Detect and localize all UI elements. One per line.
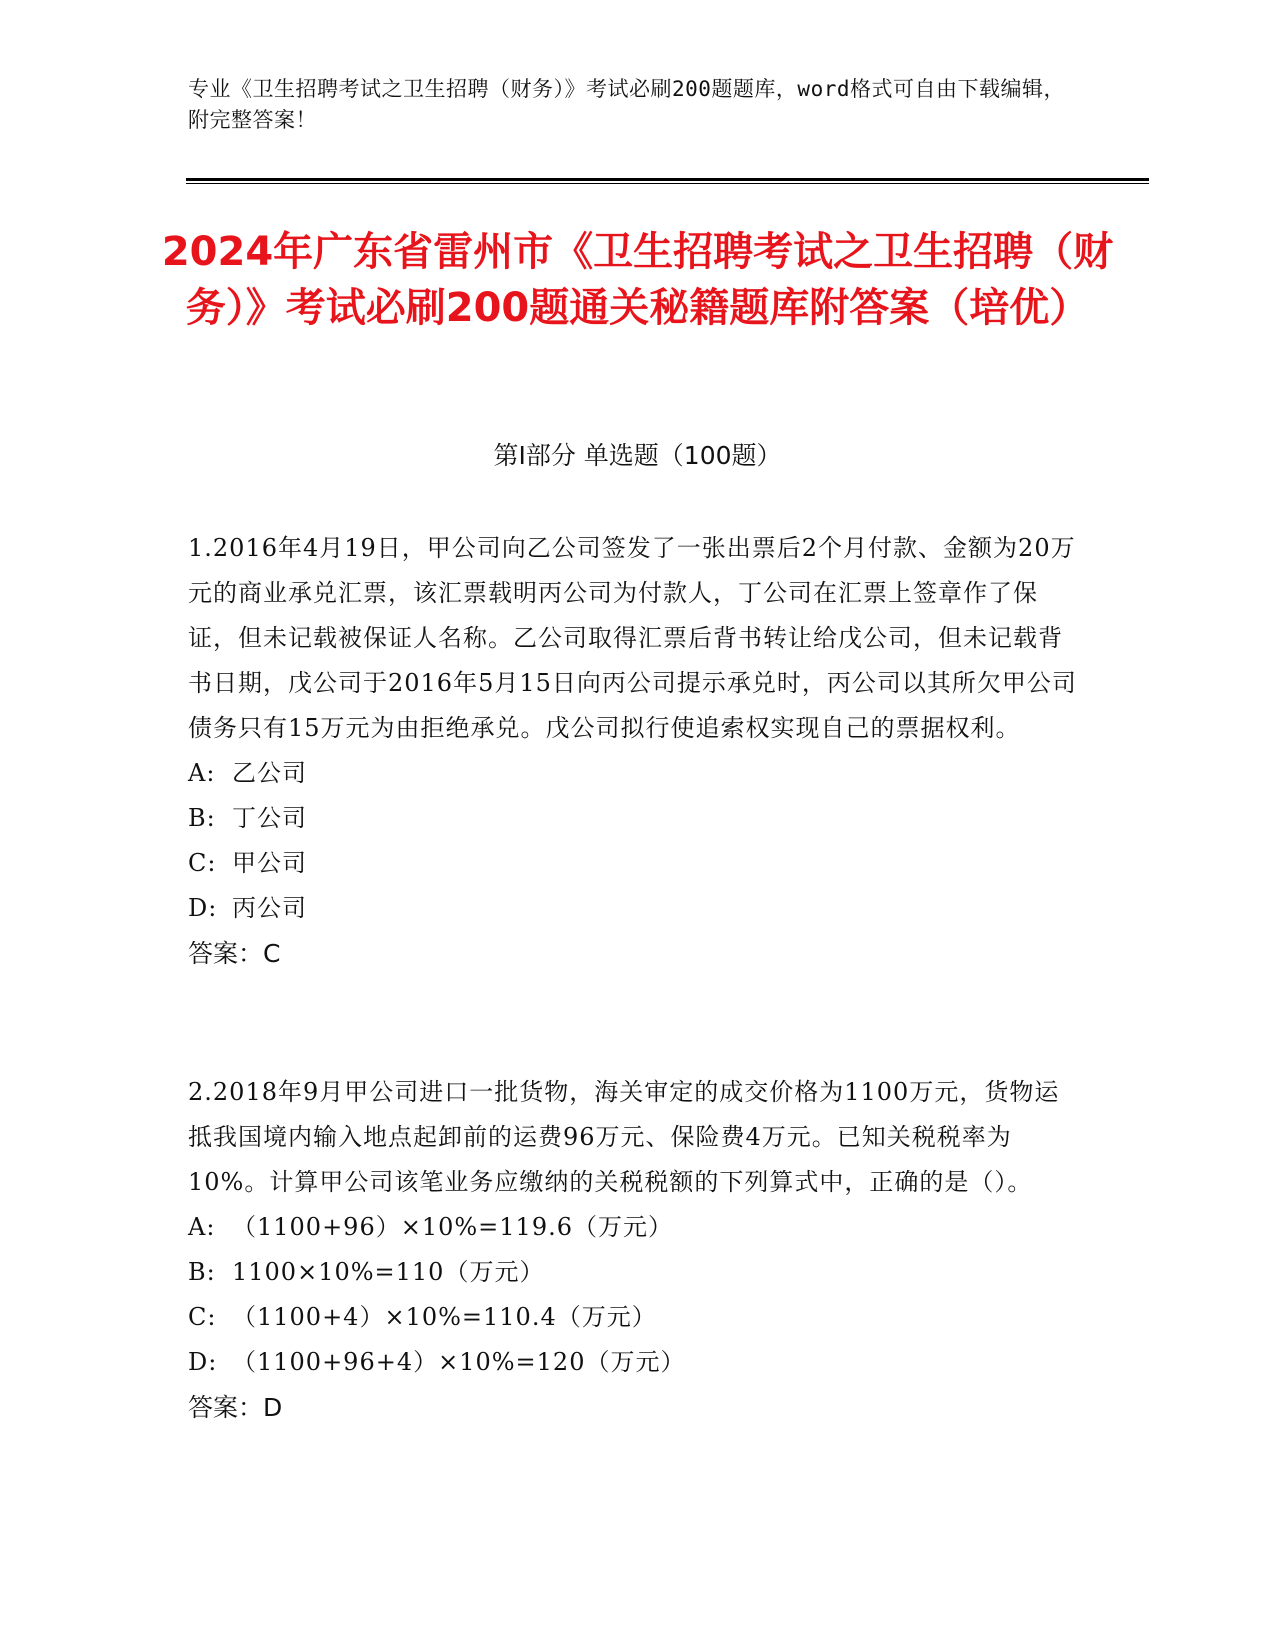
header-note: 专业《卫生招聘考试之卫生招聘（财务）》考试必刷200题题库，word格式可自由下载编辑，附完整答案！: [188, 77, 1065, 132]
answer: 答案：D: [188, 1393, 283, 1422]
option-a: [188, 751, 1078, 796]
option-text: （1100+4）×10%=110.4（万元）: [232, 1303, 657, 1331]
question-stem: 2.2018年9月甲公司进口一批货物，海关审定的成交价格为1100万元，货物运抵我国境内输入地点起卸前的运费96万元、保险费4万元。已知关税税率为10%。计算甲公司该笔业务应缴纳的关税税额的下列算式中，正确的是（）。: [188, 1078, 1060, 1196]
option-letter: A:: [188, 759, 216, 787]
option-a: [188, 1205, 1078, 1250]
option-letter: D:: [188, 894, 218, 922]
option-letter: D:: [188, 1348, 218, 1376]
option-text: 丁公司: [232, 804, 307, 832]
header-divider-thin: [186, 183, 1149, 184]
option-d: [188, 886, 1078, 931]
header-divider-thick: [186, 178, 1149, 181]
question-2: [188, 1070, 1078, 1430]
option-text: 甲公司: [232, 849, 307, 877]
option-letter: C:: [188, 849, 217, 877]
answer: 答案：C: [188, 939, 281, 968]
option-b: [188, 796, 1078, 841]
option-c: [188, 841, 1078, 886]
option-letter: A:: [188, 1213, 216, 1241]
option-text: （1100+96）×10%=119.6（万元）: [232, 1213, 673, 1241]
option-text: （1100+96+4）×10%=120（万元）: [232, 1348, 686, 1376]
document-title: 2024年广东省雷州市《卫生招聘考试之卫生招聘（财务）》考试必刷200题通关秘籍题库附答案（培优）: [161, 229, 1114, 331]
option-letter: B:: [188, 1258, 216, 1286]
option-text: 丙公司: [232, 894, 307, 922]
option-b: [188, 1250, 1078, 1295]
option-letter: B:: [188, 804, 216, 832]
option-text: 乙公司: [232, 759, 307, 787]
option-d: [188, 1340, 1078, 1385]
question-stem: 1.2016年4月19日，甲公司向乙公司签发了一张出票后2个月付款、金额为20万元的商业承兑汇票，该汇票载明丙公司为付款人，丁公司在汇票上签章作了保证，但未记载被保证人名称。乙公司取得汇票后背书转让给戊公司，但未记载背书日期，戊公司于2016年5月15日向丙公司提示承兑时，丙公司以其所欠甲公司债务只有15万元为由拒绝承兑。戊公司拟行使追索权实现自己的票据权利。: [188, 534, 1077, 742]
question-1: [188, 526, 1078, 976]
section-title: 第Ⅰ部分 单选题（100题）: [493, 441, 782, 470]
option-text: 1100×10%=110（万元）: [232, 1258, 545, 1286]
option-c: [188, 1295, 1078, 1340]
option-letter: C:: [188, 1303, 217, 1331]
